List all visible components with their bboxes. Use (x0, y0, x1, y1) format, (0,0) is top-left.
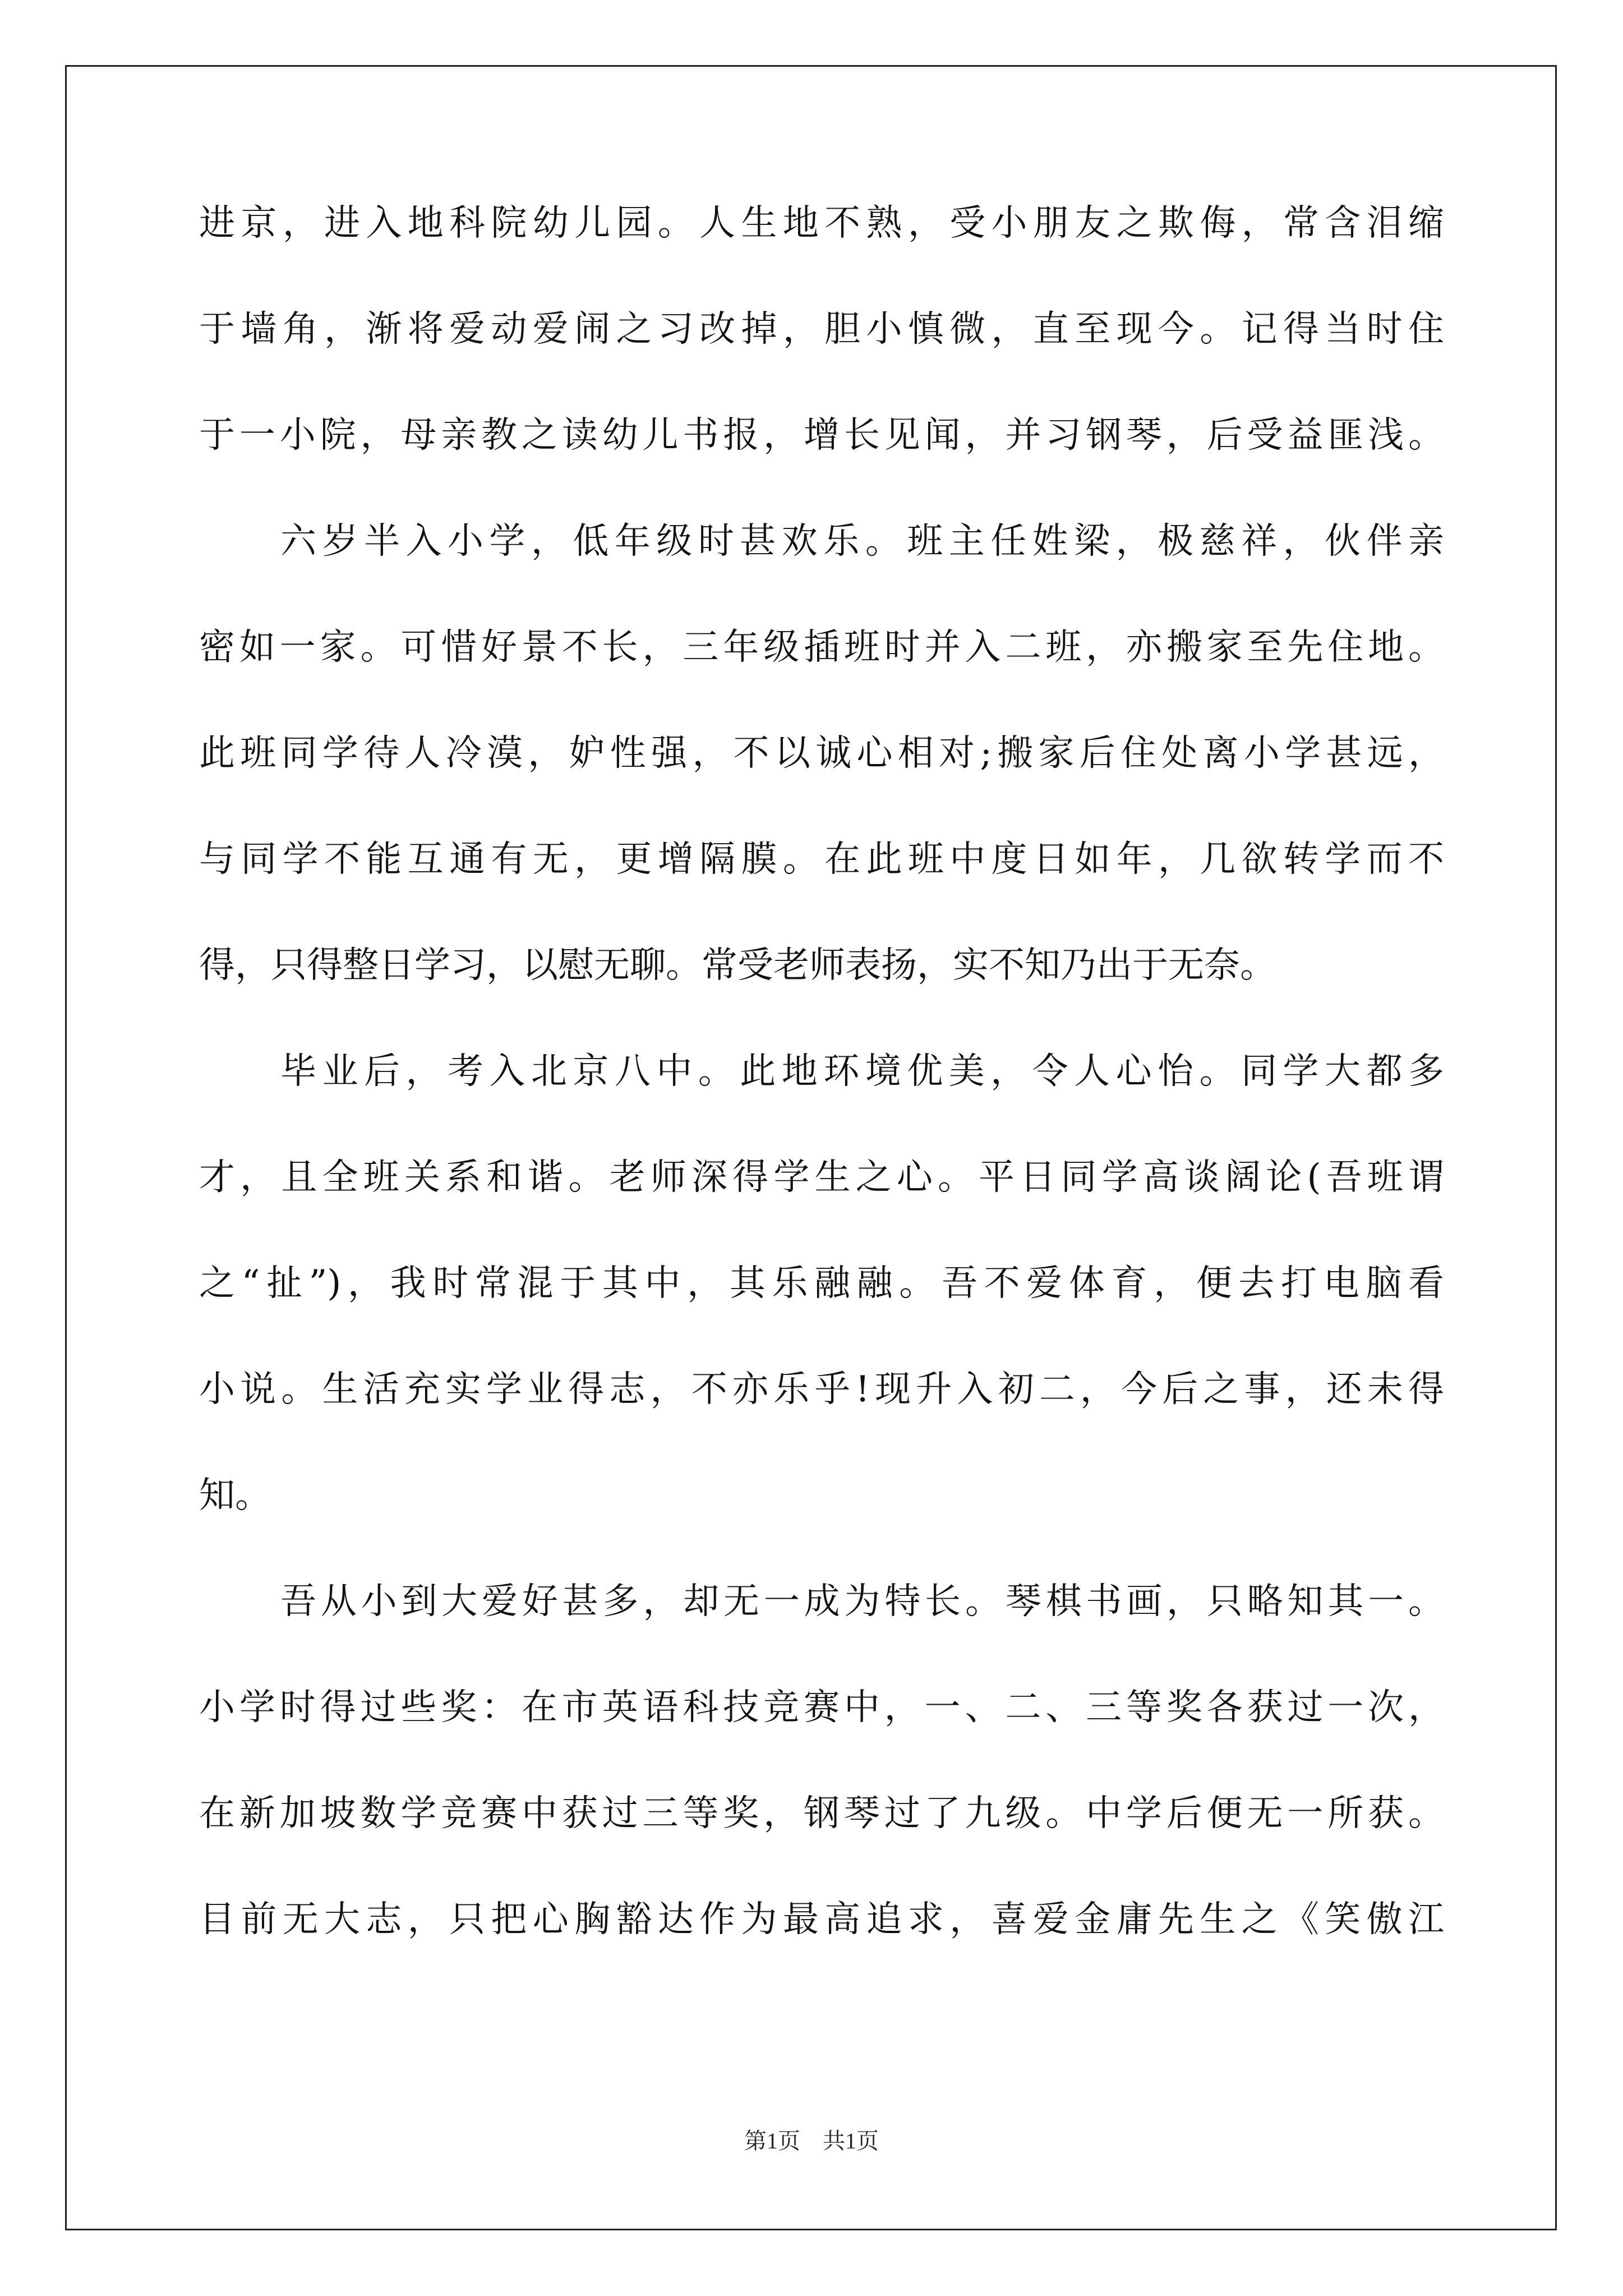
document-body (199, 196, 1444, 1999)
text-line: 与同学不能互通有无，更增隔膜。在此班中度日如年，几欲转学而不 (199, 839, 1444, 880)
text-line: 知。 (199, 1475, 271, 1516)
text-line: 毕业后，考入北京八中。此地环境优美，令人心怡。同学大都多 (280, 1051, 1444, 1092)
page-footer: 第1页 共1页 (744, 2128, 879, 2154)
text-line: 密如一家。可惜好景不长，三年级插班时并入二班，亦搬家至先住地。 (199, 627, 1444, 668)
text-line: 此班同学待人冷漠，妒性强，不以诚心相对;搬家后住处离小学甚远， (199, 733, 1444, 774)
text-line: 才，且全班关系和谐。老师深得学生之心。平日同学高谈阔论(吾班谓 (199, 1157, 1444, 1198)
text-line: 在新加坡数学竞赛中获过三等奖，钢琴过了九级。中学后便无一所获。 (199, 1793, 1444, 1834)
text-line: 之“扯”)，我时常混于其中，其乐融融。吾不爱体育，便去打电脑看 (199, 1263, 1444, 1304)
text-line: 六岁半入小学，低年级时甚欢乐。班主任姓梁，极慈祥，伙伴亲 (280, 521, 1444, 562)
text-line: 于一小院，母亲教之读幼儿书报，增长见闻，并习钢琴，后受益匪浅。 (199, 415, 1444, 456)
text-line: 进京，进入地科院幼儿园。人生地不熟，受小朋友之欺侮，常含泪缩 (199, 203, 1444, 244)
text-line: 于墙角，渐将爱动爱闹之习改掉，胆小慎微，直至现今。记得当时住 (199, 309, 1444, 350)
text-line: 小学时得过些奖：在市英语科技竞赛中，一、二、三等奖各获过一次， (199, 1687, 1444, 1728)
text-line: 小说。生活充实学业得志，不亦乐乎!现升入初二，今后之事，还未得 (199, 1369, 1444, 1410)
text-line: 吾从小到大爱好甚多，却无一成为特长。琴棋书画，只略知其一。 (280, 1581, 1444, 1622)
text-line: 得，只得整日学习，以慰无聊。常受老师表扬，实不知乃出于无奈。 (199, 945, 1276, 986)
text-line: 目前无大志，只把心胸豁达作为最高追求，喜爱金庸先生之《笑傲江 (199, 1899, 1444, 1940)
